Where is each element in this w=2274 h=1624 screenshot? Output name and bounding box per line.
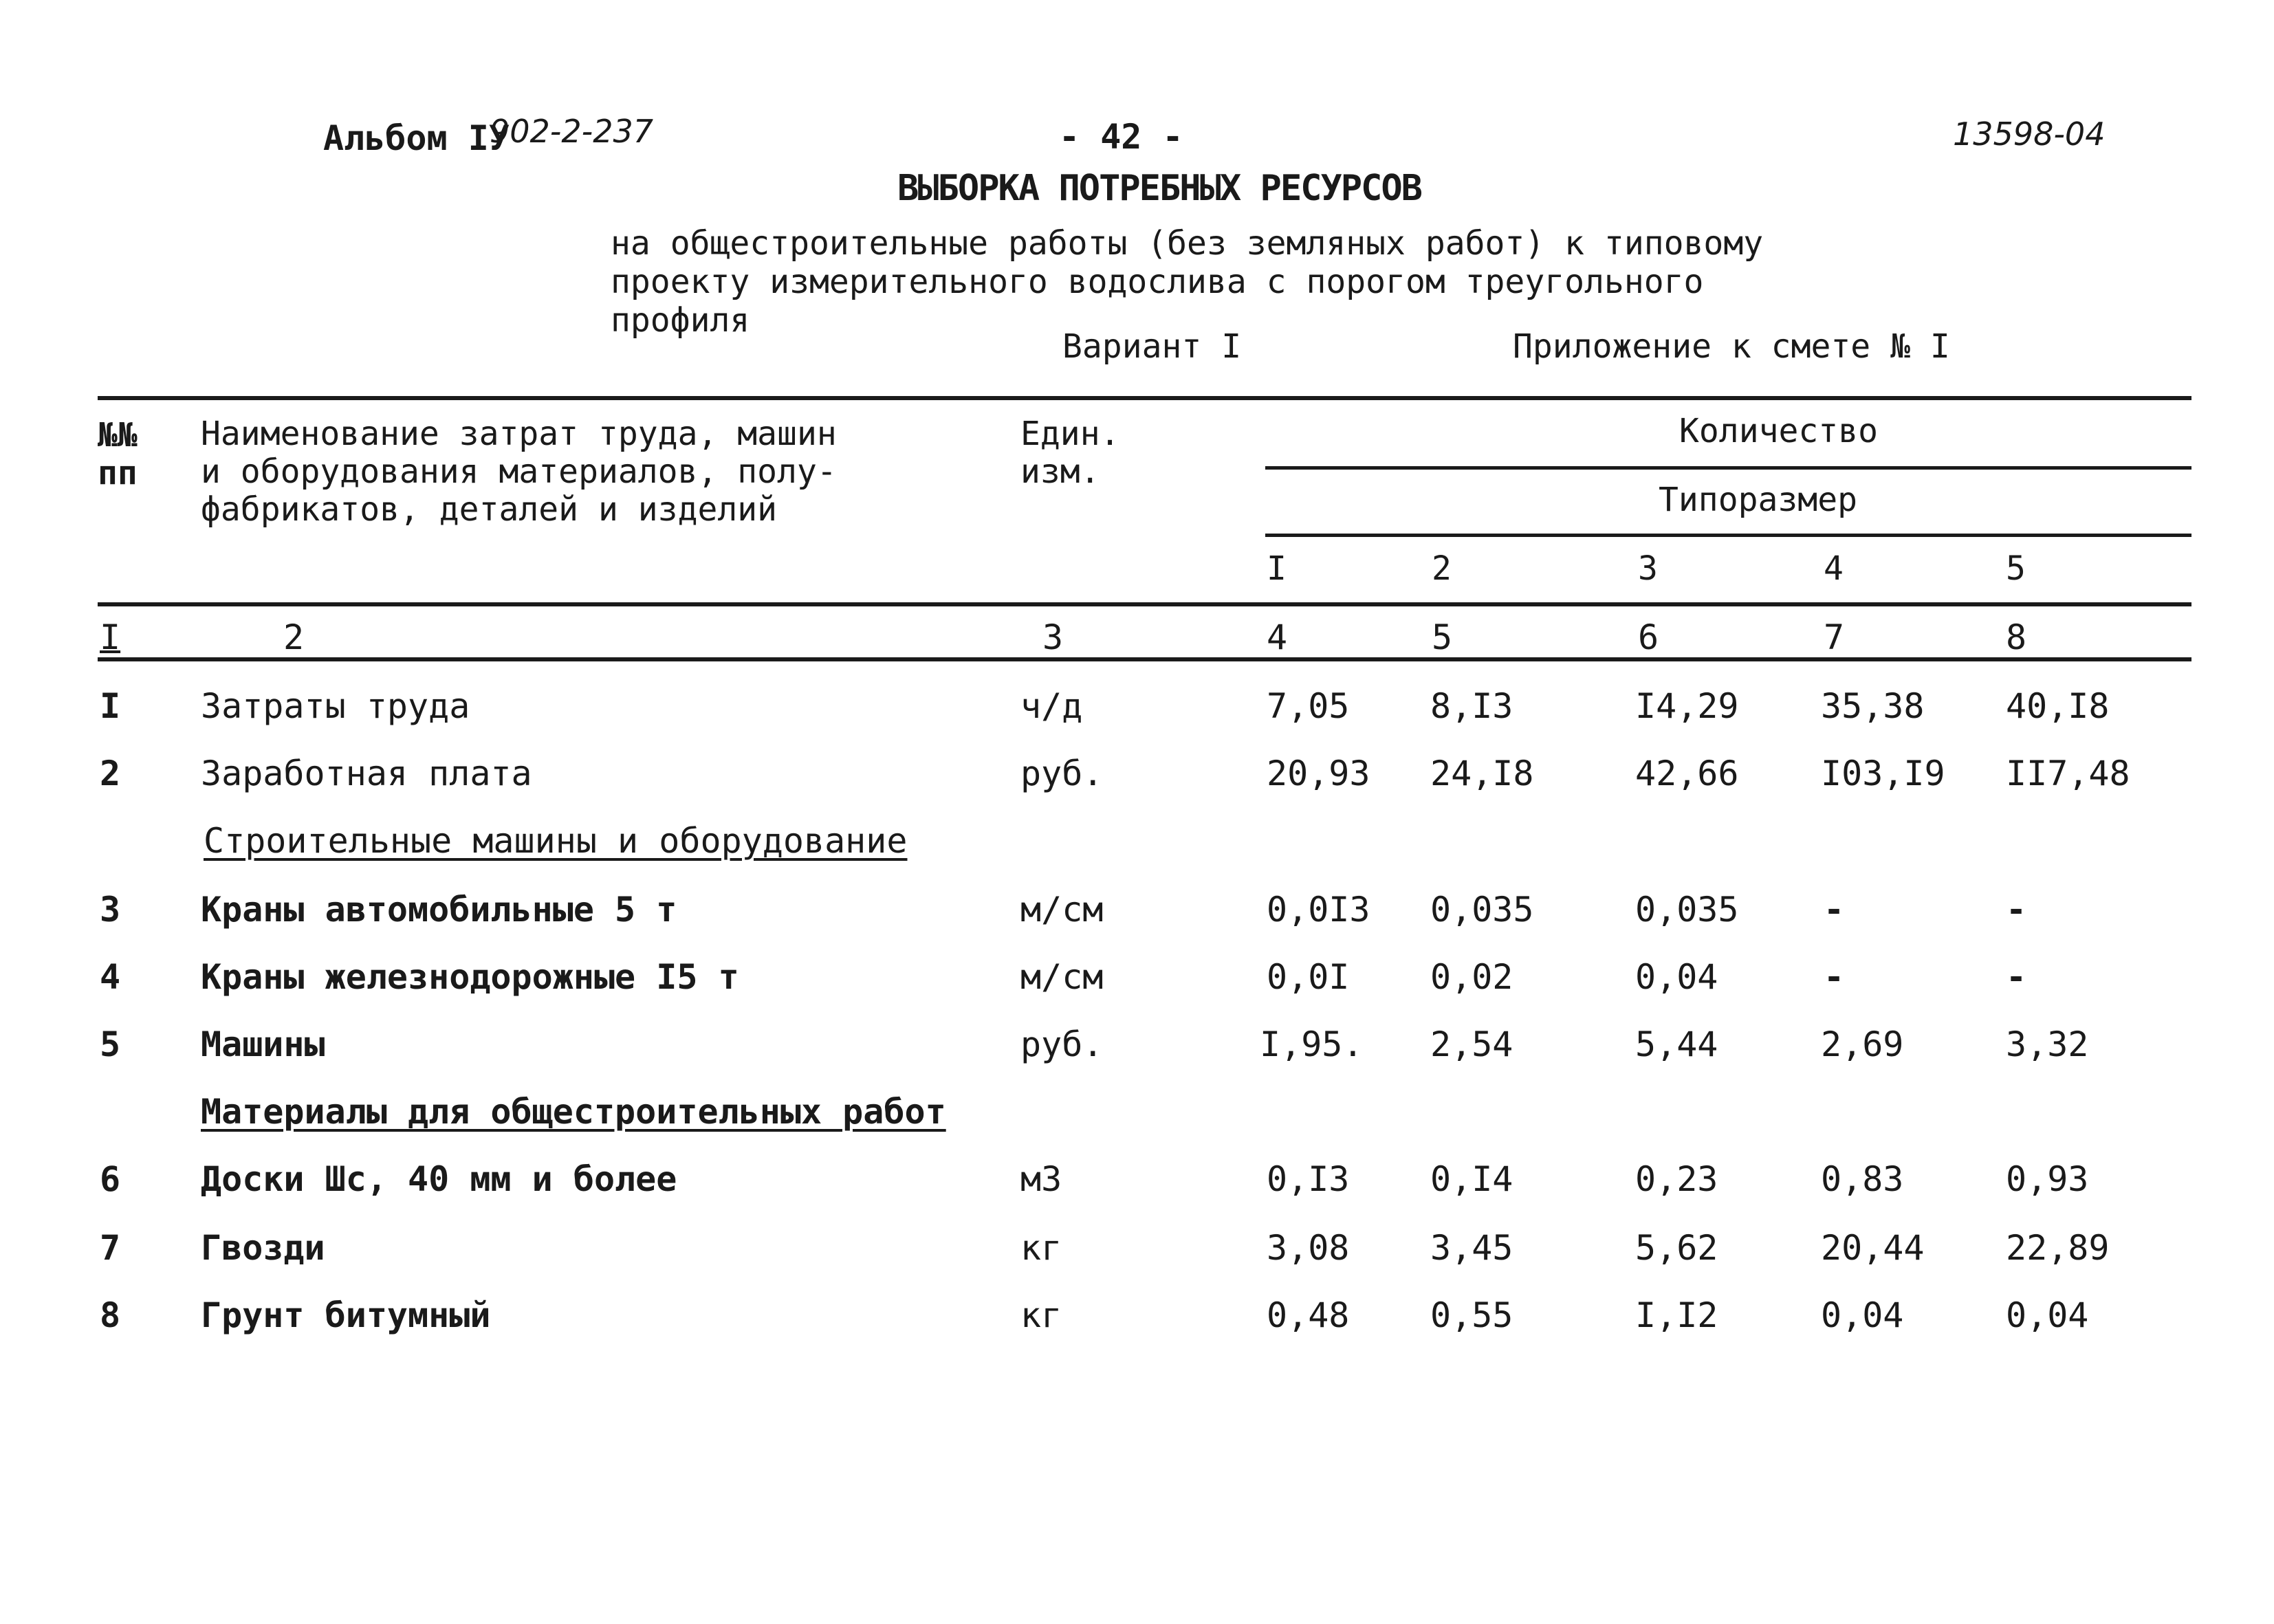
row-unit: м/см [1020,957,1104,997]
row-number: 5 [100,1024,121,1064]
document-title: ВЫБОРКА ПОТРЕБНЫХ РЕСУРСОВ [897,168,1421,209]
row-value: 0,I4 [1430,1159,1513,1199]
row-unit: м3 [1020,1159,1062,1199]
subtitle [611,224,1763,340]
quantity-rule [1265,466,2191,470]
row-value: 22,89 [2006,1228,2110,1268]
row-value: I,95. [1260,1024,1364,1064]
column-number: 2 [283,617,305,657]
page-number: - 42 - [1059,117,1183,157]
col-unit-header [1020,415,1120,491]
col-name-header-line: Наименование затрат труда, машин [201,415,837,453]
row-number: 2 [100,754,121,793]
row-value: 5,62 [1635,1228,1718,1268]
row-value: I03,I9 [1821,754,1945,793]
row-value: - [2006,957,2027,997]
col-name-header-line: фабрикатов, деталей и изделий [201,490,778,529]
row-value: 42,66 [1635,754,1739,793]
row-value: 0,04 [1635,957,1718,997]
row-unit: кг [1020,1295,1062,1335]
section-heading: Материалы для общестроительных работ [201,1092,946,1132]
row-unit: кг [1020,1228,1062,1268]
header-bottom-rule [98,602,2191,606]
row-value: 0,48 [1267,1295,1350,1335]
row-number: 4 [100,957,121,997]
column-number: 4 [1267,617,1288,657]
col-name-header [201,415,837,529]
subtitle-line: на общестроительные работы (без земляных работ) к типовому [611,224,1764,263]
row-value: 0,035 [1635,890,1739,930]
row-name: Затраты труда [201,686,470,726]
row-unit: м/см [1020,890,1104,930]
size-3: 3 [1638,549,1658,588]
row-value: I4,29 [1635,686,1739,726]
row-value: 0,0I [1267,957,1350,997]
row-unit: ч/д [1020,686,1083,726]
row-value: 0,83 [1821,1159,1904,1199]
row-value: 0,035 [1430,890,1534,930]
row-value: - [1824,957,1845,997]
row-value: I,I2 [1635,1295,1718,1335]
column-number: 5 [1432,617,1453,657]
row-value: 0,93 [2006,1159,2089,1199]
row-name: Заработная плата [201,754,532,793]
column-numbers-rule [98,657,2191,661]
size-header: Типоразмер [1659,481,1857,519]
size-rule [1265,534,2191,537]
subtitle-line: проекту измерительного водослива с порогом треугольного [611,263,1704,301]
row-value: 0,I3 [1267,1159,1350,1199]
row-value: 5,44 [1635,1024,1718,1064]
row-name: Краны автомобильные 5 т [201,890,677,930]
column-number: 8 [2006,617,2027,657]
row-unit: руб. [1020,754,1104,793]
quantity-header: Количество [1679,412,1878,450]
row-value: 20,44 [1821,1228,1925,1268]
column-number: I [100,617,121,657]
row-name: Доски Шс, 40 мм и более [201,1159,677,1199]
album-label: Альбом IУ [323,118,510,158]
row-number: 8 [100,1295,121,1335]
column-number: 6 [1638,617,1659,657]
size-5: 5 [2006,549,2026,588]
col-unit-header-line: Един. [1020,415,1120,453]
row-value: 24,I8 [1430,754,1534,793]
row-unit: руб. [1020,1024,1104,1064]
row-value: 0,04 [1821,1295,1904,1335]
row-value: 0,04 [2006,1295,2089,1335]
row-value: 2,69 [1821,1024,1904,1064]
row-value: 0,55 [1430,1295,1513,1335]
size-2: 2 [1432,549,1452,588]
table-top-rule [98,396,2191,400]
row-name: Краны железнодорожные I5 т [201,957,739,997]
row-number: I [100,686,121,726]
row-name: Гвозди [201,1228,325,1268]
row-number: 7 [100,1228,121,1268]
subtitle-line: профиля [611,301,750,340]
col-num-header-line: №№ [98,416,138,454]
appendix-label: Приложение к смете № I [1513,327,1950,366]
row-value: 20,93 [1267,754,1370,793]
row-value: 35,38 [1821,686,1925,726]
row-value: - [2006,890,2027,930]
row-name: Машины [201,1024,325,1064]
column-number: 7 [1824,617,1845,657]
row-value: II7,48 [2006,754,2130,793]
size-4: 4 [1824,549,1844,588]
document-code: 13598-04 [1953,116,2106,153]
row-value: 0,23 [1635,1159,1718,1199]
album-code: 902-2-237 [490,113,654,150]
row-value: 3,32 [2006,1024,2089,1064]
column-number: 3 [1042,617,1064,657]
row-value: 40,I8 [2006,686,2110,726]
row-value: 8,I3 [1430,686,1513,726]
row-number: 3 [100,890,121,930]
col-num-header [98,417,138,492]
row-value: 0,0I3 [1267,890,1370,930]
row-value: - [1824,890,1845,930]
variant-label: Вариант I [1062,327,1242,366]
row-value: 3,45 [1430,1228,1513,1268]
row-value: 0,02 [1430,957,1513,997]
row-name: Грунт битумный [201,1295,491,1335]
row-value: 7,05 [1267,686,1350,726]
col-unit-header-line: изм. [1020,452,1100,491]
section-heading: Строительные машины и оборудование [204,821,908,861]
row-value: 3,08 [1267,1228,1350,1268]
col-name-header-line: и оборудования материалов, полу- [201,452,837,491]
size-1: I [1267,549,1287,588]
col-num-header-line: пп [98,454,138,492]
row-value: 2,54 [1430,1024,1513,1064]
row-number: 6 [100,1159,121,1199]
